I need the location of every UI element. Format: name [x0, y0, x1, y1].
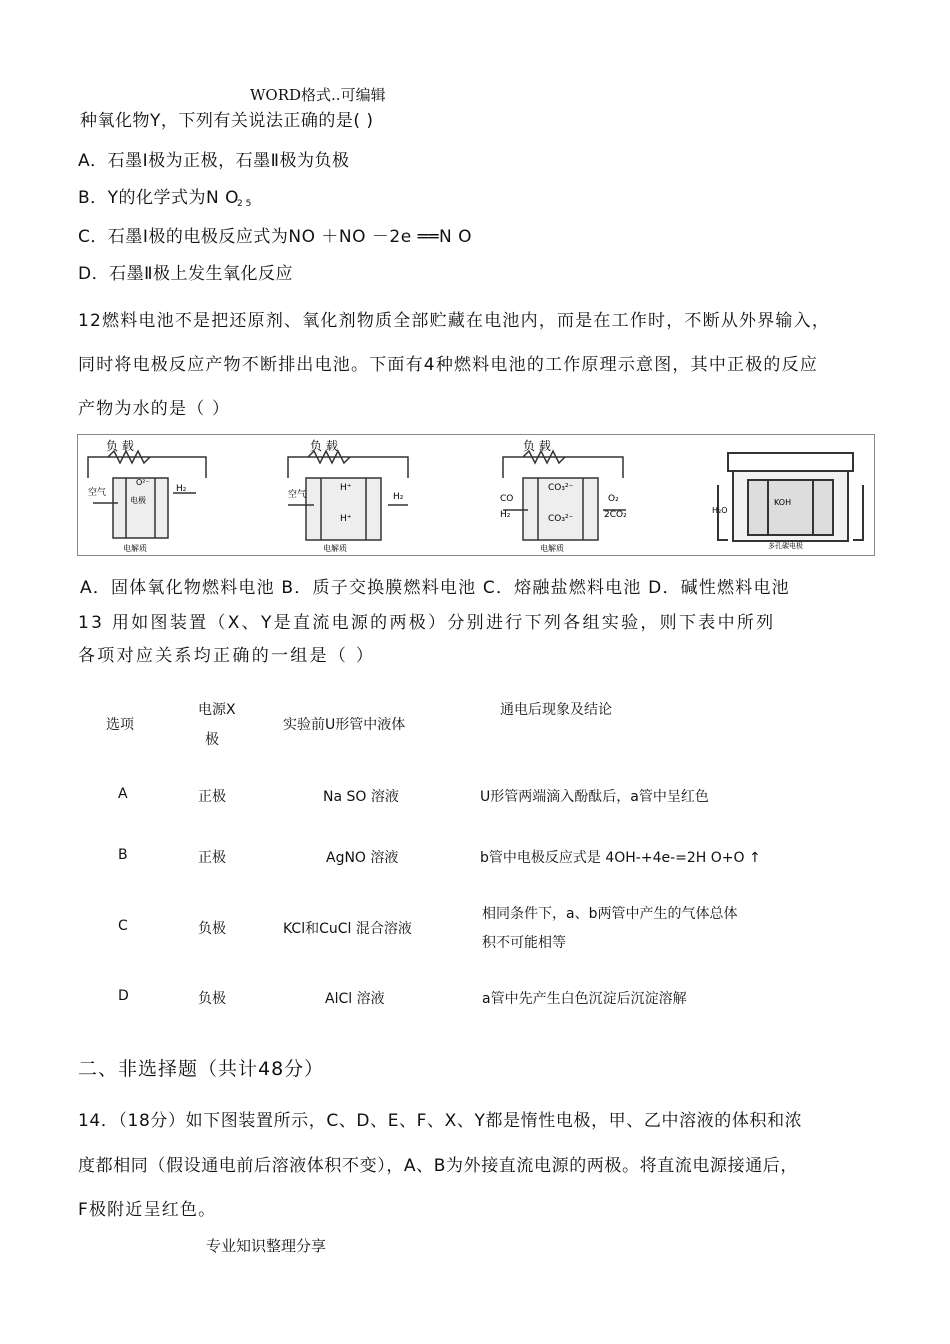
row-d-pole: 负极	[198, 991, 226, 1007]
q14-line-2: 度都相同（假设通电前后溶液体积不变），A、B为外接直流电源的两极。将直流电源接通后，	[78, 1156, 798, 1176]
q11-option-b: B．Y的化学式为N O	[78, 188, 240, 208]
label-porous-d: 多孔碳电极	[768, 542, 803, 550]
label-koh-d: KOH	[774, 498, 792, 507]
label-load-b: 负 载	[310, 439, 338, 453]
label-co3-c1: CO₃²⁻	[548, 483, 574, 493]
table-header-liquid: 实验前U形管中液体	[283, 717, 406, 733]
label-load-a: 负 载	[106, 439, 134, 453]
row-b-result: b管中电极反应式是 4OH-+4e-=2H O+O ↑	[480, 850, 761, 866]
label-electrode-a: 电极	[130, 496, 146, 505]
q14-line-1: 14．（18分）如下图装置所示，C、D、E、F、X、Y都是惰性电极，甲、乙中溶液的体积和浓	[78, 1111, 803, 1131]
row-d-liquid: AlCl 溶液	[325, 991, 385, 1007]
page-footer: 专业知识整理分享	[206, 1237, 327, 1255]
row-a-option: A	[118, 786, 128, 802]
q12-line-3: 产物为水的是（ ）	[78, 399, 231, 419]
label-load-c: 负 载	[523, 439, 551, 453]
table-header-pole: 电源X	[198, 702, 236, 718]
label-hp-b1: H⁺	[340, 483, 352, 493]
q11-stem: 种氧化物Y，下列有关说法正确的是( )	[80, 111, 374, 131]
label-hp-b2: H⁺	[340, 514, 352, 524]
label-air-a: 空气	[88, 488, 107, 498]
label-electrolyte-c: 电解质	[540, 544, 564, 553]
q11-option-d: D．石墨Ⅱ极上发生氧化反应	[78, 264, 293, 284]
section-heading: 二、非选择题（共计48分）	[78, 1058, 325, 1080]
q12-line-2: 同时将电极反应产物不断排出电池。下面有4种燃料电池的工作原理示意图，其中正极的反应	[78, 355, 819, 375]
q14-line-3: F极附近呈红色。	[78, 1200, 217, 1220]
row-b-pole: 正极	[198, 850, 226, 866]
label-co2-c: 2CO₂	[604, 510, 627, 520]
label-electrolyte-a: 电解质	[123, 544, 147, 553]
page-header: WORD格式..可编辑	[250, 86, 386, 104]
row-c-result: 相同条件下，a、b两管中产生的气体总体	[482, 906, 738, 922]
row-d-result: a管中先产生白色沉淀后沉淀溶解	[482, 991, 687, 1007]
table-header-option: 选项	[106, 717, 134, 733]
row-a-result: U形管两端滴入酚酞后，a管中呈红色	[480, 789, 709, 805]
formula-n2o5: N O	[206, 188, 240, 208]
q11-option-a: A．石墨Ⅰ极为正极，石墨Ⅱ极为负极	[78, 151, 350, 171]
label-h2-b: H₂	[393, 492, 404, 502]
q12-options: A．固体氧化物燃料电池 B．质子交换膜燃料电池 C．熔融盐燃料电池 D．碱性燃料电池	[80, 578, 790, 598]
row-d-option: D	[118, 988, 129, 1004]
q13-line-2: 各项对应关系均正确的一组是（ ）	[78, 646, 376, 666]
label-electrolyte-b: 电解质	[323, 544, 347, 553]
table-header-result: 通电后现象及结论	[500, 702, 612, 718]
table-header-pole-2: 极	[205, 732, 219, 748]
label-h2o-d: H₂O	[712, 506, 728, 515]
row-b-liquid: AgNO 溶液	[326, 850, 399, 866]
label-co-c: CO	[500, 494, 514, 504]
label-o2m-a: O²⁻	[136, 478, 150, 487]
fuel-cell-figure	[77, 434, 875, 556]
label-h2-c: H₂	[500, 510, 511, 520]
label-air-b: 空气	[288, 490, 307, 500]
label-o2-c: O₂	[608, 494, 619, 504]
row-b-option: B	[118, 847, 128, 863]
label-h2-a: H₂	[176, 484, 187, 494]
formula-sub: 2 5	[237, 199, 252, 209]
row-a-liquid: Na SO 溶液	[323, 789, 399, 805]
q13-line-1: 13 用如图装置（X、Y是直流电源的两极）分别进行下列各组实验，则下表中所列	[78, 613, 776, 633]
label-co3-c2: CO₃²⁻	[548, 514, 574, 524]
row-c-pole: 负极	[198, 921, 226, 937]
row-c-option: C	[118, 918, 128, 934]
q11-option-c: C．石墨Ⅰ极的电极反应式为NO ＋NO －2e ══N O	[78, 227, 473, 247]
row-a-pole: 正极	[198, 789, 226, 805]
q12-line-1: 12燃料电池不是把还原剂、氧化剂物质全部贮藏在电池内，而是在工作时，不断从外界输入，	[78, 311, 831, 331]
diagram-alkaline	[718, 453, 863, 541]
electrode-equation: NO ＋NO －2e ══N O	[288, 227, 473, 247]
row-c-result-2: 积不可能相等	[482, 935, 566, 951]
fuel-cell-diagrams	[78, 435, 874, 555]
row-c-liquid: KCl和CuCl 混合溶液	[283, 921, 412, 937]
